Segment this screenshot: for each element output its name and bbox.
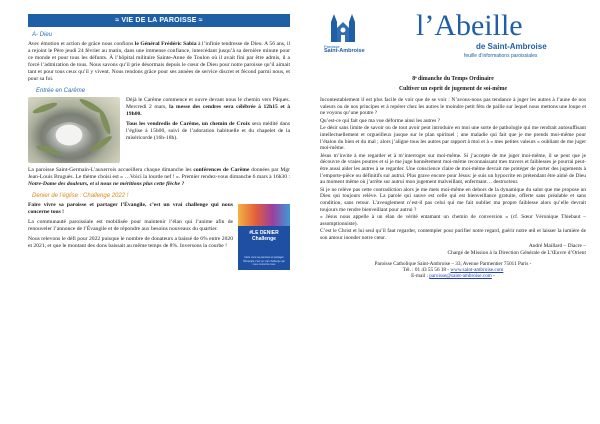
article-heading: Cultiver un esprit de jugement de soi-même bbox=[398, 86, 508, 92]
section-banner: ≈ VIE DE LA PAROISSE ≈ bbox=[28, 14, 290, 27]
denier-paragraph-2: Nous relevons le défi pour 2022 puisque le nombre de donateurs a baissé de 6% entre 2020 et 2021, et que le montant des dons baissait au même temps de 8%. Inversons la courbe ! bbox=[28, 236, 233, 249]
article-paragraph-2: Qu’est-ce qui fait que ma vue déforme ainsi les autres ? bbox=[320, 117, 441, 124]
website-link[interactable]: www.saint-ambroise.com bbox=[450, 267, 504, 274]
flyer-small-text: Faire vivre sa paroisse et partager l’Évangile c’est un vrai challenge qui nous concerne tous bbox=[243, 256, 285, 266]
chemin-croix-text: sera médité dans l’église à 15h00, suivi de l’adoration habituelle et du chapelet de la miséricorde (16h-18h). bbox=[126, 121, 290, 141]
article-paragraph-1: Incontestablement il est plus facile de voir que de se voir : N’avons-nous pas tendance à juger les autres à l’aune de nos valeurs ou de nos principes et à repérer chez les autres le moindre petit fétu de paille sur lequel nous mettons une loupe et ne voyons qu’une poutre ? bbox=[320, 97, 586, 117]
newsletter-subtitle: de Saint-Ambroise bbox=[476, 42, 547, 51]
article-paragraph-5: Si je ne relève pas cette contradiction alors je me mets moi-même en dehors de la dynamique du salut que me propose un Dieu qui toujours relève. La parole qui sauve est celle qui est bienveillance gratuite, offerte sans préalable et sans condition, sans retour. L’aveuglement n’est-il pas celui qui me fait oublier ma propre faiblesse alors qu’elle devrait toujours me rendre bienveillant pour autrui ? bbox=[320, 186, 586, 213]
obituary-paragraph bbox=[28, 41, 290, 83]
article-paragraph-3: Le désir sans limite de savoir ou de tout avoir peut introduire en moi une sorte de pathologie qui me rendrait autosuffisant intellectuellement et orgueilleux jusque sur le plan spirituel ; une maladie qui fait que je me prends moi-même pour l’étalon du bien et du mal ; alors j’aligne tous les autres par rapport à moi et à « mes petites valeurs » oubliant de me juger moi-même. bbox=[320, 125, 586, 152]
conferences-text-rest: données par Mgr Jean-Louis Bruguès. Le thème choisi est « …Voici la lourde nef ! ». Premier rendez-vous dimanche 6 mars à 16h30 : bbox=[28, 167, 290, 180]
parish-small: Paroisse bbox=[324, 44, 340, 49]
article-paragraph-6: « Jésus nous appelle à un élan de vérité entamant un chemin de conversion » (cf. Sœur Véronique Thiebaut – assomptionniste). bbox=[320, 214, 586, 227]
obituary-text-rest: à l’infinie tendresse de Dieu. A 56 ans, il a rejoint le Père jeudi 24 février au matin, dans une immense confiance, intercédant jusqu’à sa dernière minute pour ce monde et pour tous les défunts. À l’hôpital militaire Sainte-Anne de Toulon où il avait fini par être admis, il a forcé l’admiration de tous. Nous savons qu’il prie désormais depuis le cœur de Dieu pour notre paroisse qu’il aimait tant et pour tous ceux qu’il y vivent. Nous rendons grâce pour ses années de service discret et fécond parmi nous, et pour sa foi. bbox=[28, 41, 290, 82]
section-title-adieu: A- Dieu bbox=[32, 32, 53, 38]
email-link[interactable]: paroisse@saint-ambroise.com bbox=[429, 273, 492, 280]
footer bbox=[320, 261, 586, 280]
parish-name: Saint-Ambroise bbox=[324, 48, 365, 54]
obituary-name: le Général Frédéric Sabia bbox=[134, 41, 197, 47]
church-logo-icon bbox=[326, 12, 360, 44]
email-label: E-mail : bbox=[411, 273, 430, 280]
parish-label bbox=[324, 44, 365, 54]
footer-address: Paroisse Catholique Saint-Ambroise – 33, Avenue Parmentier 75011 Paris - bbox=[374, 260, 532, 267]
chemin-croix-title: Tous les vendredis de Carême, un chemin de Croix bbox=[126, 121, 251, 127]
email-suffix: - bbox=[491, 273, 495, 280]
author-name: André Maillard – Diacre – bbox=[528, 243, 586, 250]
conferences-text: La paroisse Saint-Germain-L’auxerrois accueillera chaque dimanche les bbox=[28, 167, 194, 173]
article-paragraph-7: C’est le Christ et lui seul qu’il faut regarder, contempler pour purifier notre regard, guérir notre œil et laisser la lumière de son amour inonder notre cœur. bbox=[320, 228, 586, 241]
denier-intro-bold: Faire vivre sa paroisse et partager l’Évangile, c’est un vrai challenge qui nous concerne tous ! bbox=[28, 202, 233, 215]
sunday-label: 8ᵉ dimanche du Temps Ordinaire bbox=[412, 76, 494, 82]
section-title-denier: Denier de l’église : Challenge 2022 ! bbox=[32, 193, 129, 199]
masthead bbox=[320, 6, 586, 70]
author-role: Chargé de Mission à la Direction Générale de L’Œuvre d’Orient bbox=[447, 250, 586, 257]
careme-text: Déjà le Carême commence et ouvre devant nous le chemin vers Pâques. Mercredi 2 mars, bbox=[126, 97, 290, 110]
obituary-text: Avec émotion et action de grâce nous confions bbox=[28, 41, 135, 47]
ashes-mass-times: la messe des cendres sera célébrée à 12h15 et à 19h00. bbox=[126, 104, 291, 117]
article-paragraph-4: Jésus m’invite à me regarder et à m’interroger sur moi-même. Si j’accepte de me juger moi-même, il se peut que je découvre de vraies poutres et si je me juge honnêtement moi-même reconnaissant mes travers et faiblesses je pourrai peut-être aussi aider les autres à se regarder. Une conscience claire de moi-même devrait me protéger de porter des jugements à l’emporte-pièce ou définitifs sur autrui. Plus grave encore pour Jésus: je suis un hypocrite en prétendant être aimé de Dieu au moment même où j’arrête sur autrui mon jugement malveillant, enfermant… destructeur. bbox=[320, 152, 586, 186]
conferences-title: conférences de Carême bbox=[193, 167, 250, 173]
footer-phone: Tél. : 01 43 55 56 18 - bbox=[402, 267, 451, 274]
denier-challenge-flyer bbox=[238, 204, 290, 270]
ashes-bowl-photo bbox=[28, 97, 120, 163]
denier-paragraph-1: La communauté paroissiale est mobilisée pour maintenir l’élan qui l’anime afin de renouveler l’annonce de l’Évangile et de répondre aux besoins nouveaux du quartier. bbox=[28, 219, 233, 232]
newsletter-tagline: feuille d’informations paroissiales bbox=[464, 53, 538, 59]
newsletter-title: l’Abeille bbox=[416, 9, 523, 42]
right-page bbox=[306, 0, 600, 424]
conferences-paragraph bbox=[28, 167, 290, 188]
conference-theme: Notre-Dame des douleurs, et si nous ne méritions plus cette flèche ? bbox=[28, 181, 185, 187]
footer-email bbox=[320, 273, 586, 279]
section-title-careme: Entrée en Carême bbox=[36, 88, 86, 94]
flyer-title: #LE DENIER Challenge bbox=[249, 230, 279, 242]
